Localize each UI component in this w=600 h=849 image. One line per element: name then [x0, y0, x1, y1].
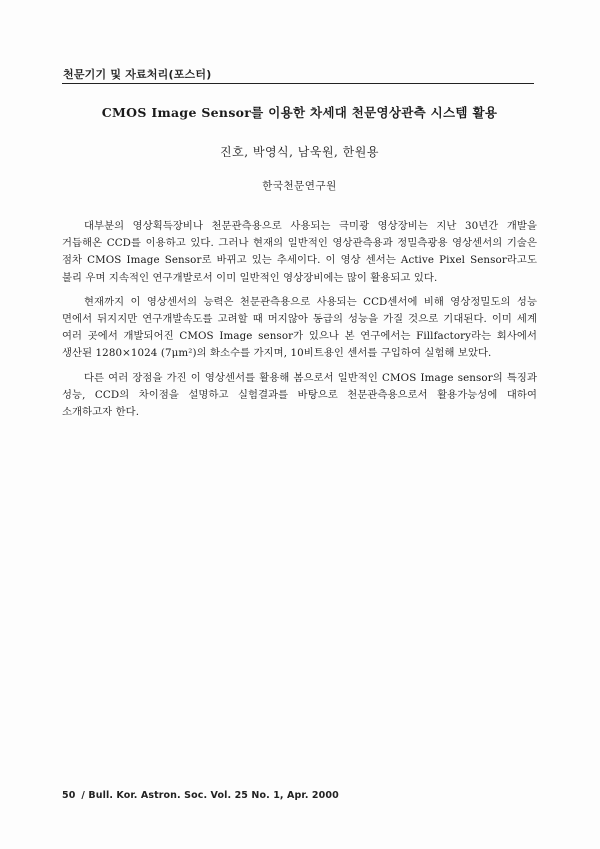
journal-citation: / Bull. Kor. Astron. Soc. Vol. 25 No. 1, Apr. 2000: [81, 790, 339, 801]
page-number: 50: [62, 790, 76, 801]
page-footer: [62, 790, 339, 801]
affiliation: 한국천문연구원: [262, 180, 337, 192]
header-rule: [62, 83, 534, 84]
abstract-body: [62, 218, 537, 428]
paper-title: CMOS Image Sensor를 이용한 차세대 천문영상관측 시스템 활용: [101, 105, 498, 120]
running-head: 천문기기 및 자료처리(포스터): [63, 68, 212, 81]
abstract-paragraph-2: 현재까지 이 영상센서의 능력은 천문관측용으로 사용되는 CCD센서에 비해 영상정밀도의 성능 면에서 뒤지지만 연구개발속도를 고려할 때 머지않아 동급의 성능을 가질 것으로 기대된다. 이미 세계 여러 곳에서 개발되어진 CMOS Image sensor가 있으나 본 연구에서는 Fillfactory라는 회사에서 생산된 1280×1024 (7μm²)의 화소수를 가지며, 10비트용인 센서를 구입하여 실험해 보았다.: [62, 295, 537, 360]
abstract-paragraph-3: 다른 여러 장점을 가진 이 영상센서를 활용해 봄으로서 일반적인 CMOS Image sensor의 특징과 성능, CCD의 차이점을 설명하고 실험결과를 바탕으로 천문관측용으로서 활용가능성에 대하여 소개하고자 한다.: [62, 371, 537, 419]
abstract-paragraph-1: 대부분의 영상획득장비나 천문관측용으로 사용되는 극미광 영상장비는 지난 30년간 개발을 거듭해온 CCD를 이용하고 있다. 그러나 현재의 일반적인 영상관측용과 정밀측광용 영상센서의 기술은 점차 CMOS Image Sensor로 바뀌고 있는 추세이다. 이 영상 센서는 Active Pixel Sensor라고도 불리 우며 지속적인 연구개발로서 이미 일반적인 영상장비에는 많이 활용되고 있다.: [62, 220, 537, 284]
author-list: 진호, 박영식, 남욱원, 한원용: [220, 145, 379, 159]
